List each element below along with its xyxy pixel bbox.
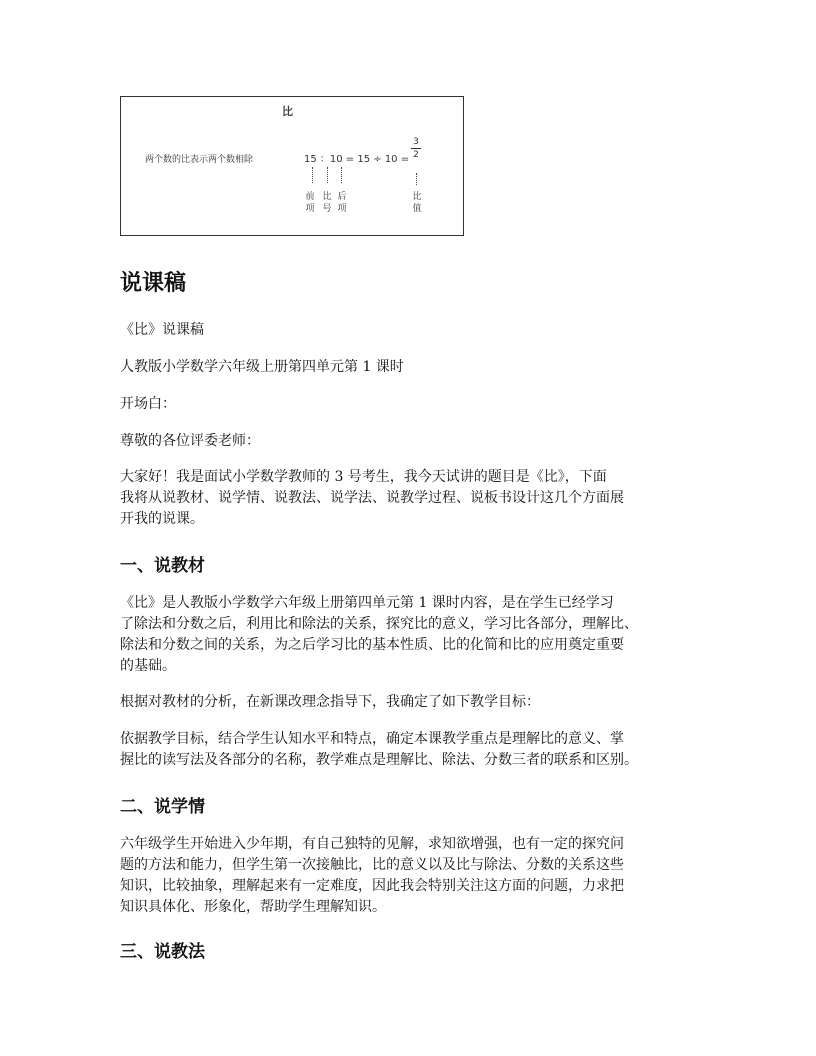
label-qianxiang: 前项	[305, 192, 315, 214]
section-heading-learners: 二、说学情	[120, 797, 205, 817]
greeting: 尊敬的各位评委老师：	[120, 433, 260, 449]
key-points-line: 依据教学目标，结合学生认知水平和特点，确定本课教学重点是理解比的意义、掌	[120, 731, 624, 747]
textbook-paragraph	[120, 593, 710, 677]
fraction-denominator: 2	[413, 150, 419, 160]
blackboard-figure	[120, 96, 464, 236]
intro-line: 大家好！我是面试小学数学教师的 3 号考生，我今天试讲的题目是《比》，下面	[120, 469, 607, 485]
opening-label: 开场白：	[120, 396, 176, 412]
document-title: 说课稿	[120, 271, 187, 296]
section-heading-textbook: 一、说教材	[120, 556, 205, 576]
intro-line: 我将从说教材、说学情、说教法、说学法、说教学过程、说板书设计这几个方面展	[120, 490, 624, 506]
intro-paragraph	[120, 467, 710, 530]
board-fraction	[411, 137, 421, 160]
key-points-paragraph	[120, 729, 710, 771]
intro-line: 开我的说课。	[120, 511, 204, 527]
dotted-line-qianxiang	[312, 167, 315, 183]
course-info: 人教版小学数学六年级上册第四单元第 1 课时	[120, 359, 404, 375]
textbook-line: 了除法和分数之后，利用比和除法的关系，探究比的意义，学习比各部分，理解比、	[120, 616, 638, 632]
learners-line: 知识具体化、形象化，帮助学生理解知识。	[120, 899, 386, 915]
board-title: 比	[282, 105, 293, 118]
label-houxiang: 后项	[337, 192, 347, 214]
label-bihao: 比号	[322, 192, 332, 214]
fraction-bar	[411, 148, 421, 149]
dotted-line-bizhi	[416, 173, 419, 185]
learners-paragraph	[120, 834, 710, 918]
learners-line: 知识，比较抽象，理解起来有一定难度，因此我会特别关注这方面的问题，力求把	[120, 878, 624, 894]
fraction-numerator: 3	[413, 137, 419, 147]
board-definition: 两个数的比表示两个数相除	[145, 155, 254, 165]
learners-line: 题的方法和能力，但学生第一次接触比，比的意义以及比与除法、分数的关系这些	[120, 857, 624, 873]
dotted-line-bihao	[327, 167, 330, 183]
section-heading-methods: 三、说教法	[120, 942, 205, 962]
textbook-line: 除法和分数之间的关系，为之后学习比的基本性质、比的化简和比的应用奠定重要	[120, 637, 624, 653]
learners-line: 六年级学生开始进入少年期，有自己独特的见解，求知欲增强，也有一定的探究问	[120, 836, 624, 852]
label-bizhi: 比值	[412, 192, 422, 214]
key-points-line: 握比的读写法及各部分的名称，教学难点是理解比、除法、分数三者的联系和区别。	[120, 752, 638, 768]
board-equation: 15 ：10 = 15 ÷ 10 =	[304, 154, 410, 165]
textbook-line: 《比》是人教版小学数学六年级上册第四单元第 1 课时内容，是在学生已经学习	[120, 595, 614, 611]
subtitle: 《比》说课稿	[120, 322, 204, 338]
objectives-paragraph: 根据对教材的分析，在新课改理念指导下，我确定了如下教学目标：	[120, 694, 540, 710]
textbook-line: 的基础。	[120, 658, 176, 674]
dotted-line-houxiang	[341, 167, 344, 183]
